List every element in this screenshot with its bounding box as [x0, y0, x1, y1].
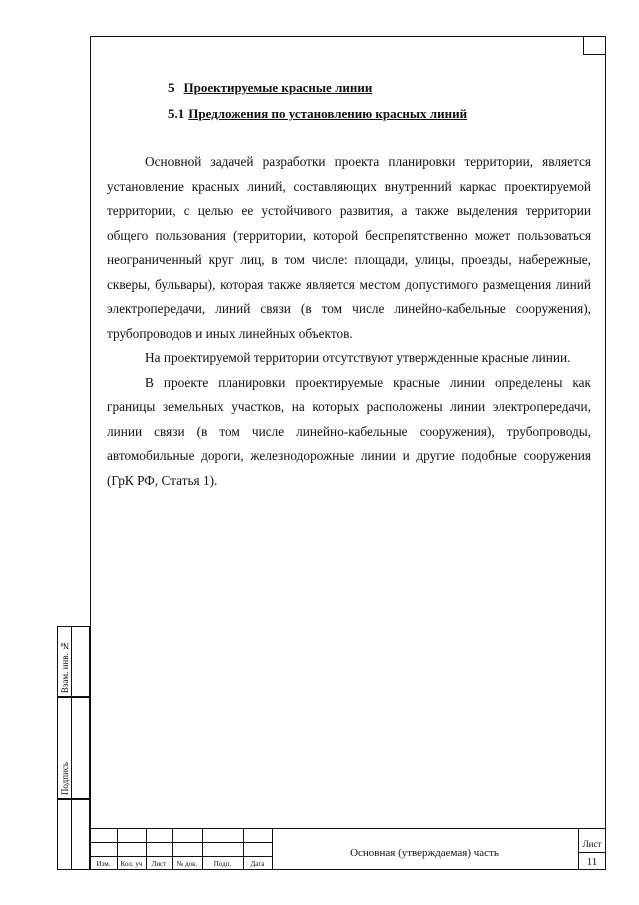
- title-block-row-line: [578, 852, 606, 853]
- subsection-title: Предложения по установлению красных линий: [188, 106, 468, 121]
- section-heading: [168, 78, 588, 98]
- paragraph: В проекте планировки проектируемые красные линии определены как границы земельных участков, на которых расположены линии электропередачи, линии связи (в том числе линейно-кабельные сооружения), трубопроводы, автомобильные дороги, железнодорожные линии и другие подобные сооружения (ГрК РФ, Статья 1).: [107, 374, 591, 488]
- col-date-label: Дата: [250, 860, 265, 868]
- col-doc-label: № док.: [176, 860, 198, 868]
- sheet-label: Лист: [582, 839, 602, 849]
- col-list-label: Лист: [151, 860, 167, 868]
- subsection-number: 5.1: [168, 106, 185, 121]
- subsection-heading: [168, 104, 588, 124]
- sheet-number: 11: [586, 856, 598, 868]
- side-stamp-empty: [57, 798, 90, 870]
- document-name: Основная (утверждаемая) часть: [350, 847, 499, 859]
- side-stamp-sign: [57, 696, 90, 800]
- sign-label: Подпись: [60, 761, 70, 795]
- col-izm-label: Изм.: [96, 860, 111, 868]
- col-sign-label: Подп.: [213, 860, 232, 868]
- inv-label: Взам. инв. №: [60, 640, 70, 693]
- col-kol-label: Кол. уч: [120, 860, 143, 868]
- section-title: Проектируемые красные линии: [183, 80, 373, 95]
- body-text: [107, 150, 591, 493]
- paragraph: На проектируемой территории отсутствуют утвержденные красные линии.: [145, 350, 571, 365]
- section-number: 5: [168, 80, 175, 95]
- side-stamp-inv: [57, 626, 90, 698]
- corner-box: [583, 37, 605, 55]
- paragraph: Основной задачей разработки проекта планировки территории, является установление красных линий, составляющих внутренний каркас проектируемой территории, с целью ее устойчивого развития, а также выделения территории общего пользования (территории, которой беспрепятственно может пользоваться неограниченный круг лиц, в том числе: площади, улицы, проезды, набережные, скверы, бульвары), которая также является местом допустимого размещения линий электропередачи, линий связи (в том числе линейно-кабельные сооружения), трубопроводов и иных линейных объектов.: [107, 154, 591, 341]
- section-headings: [168, 78, 588, 130]
